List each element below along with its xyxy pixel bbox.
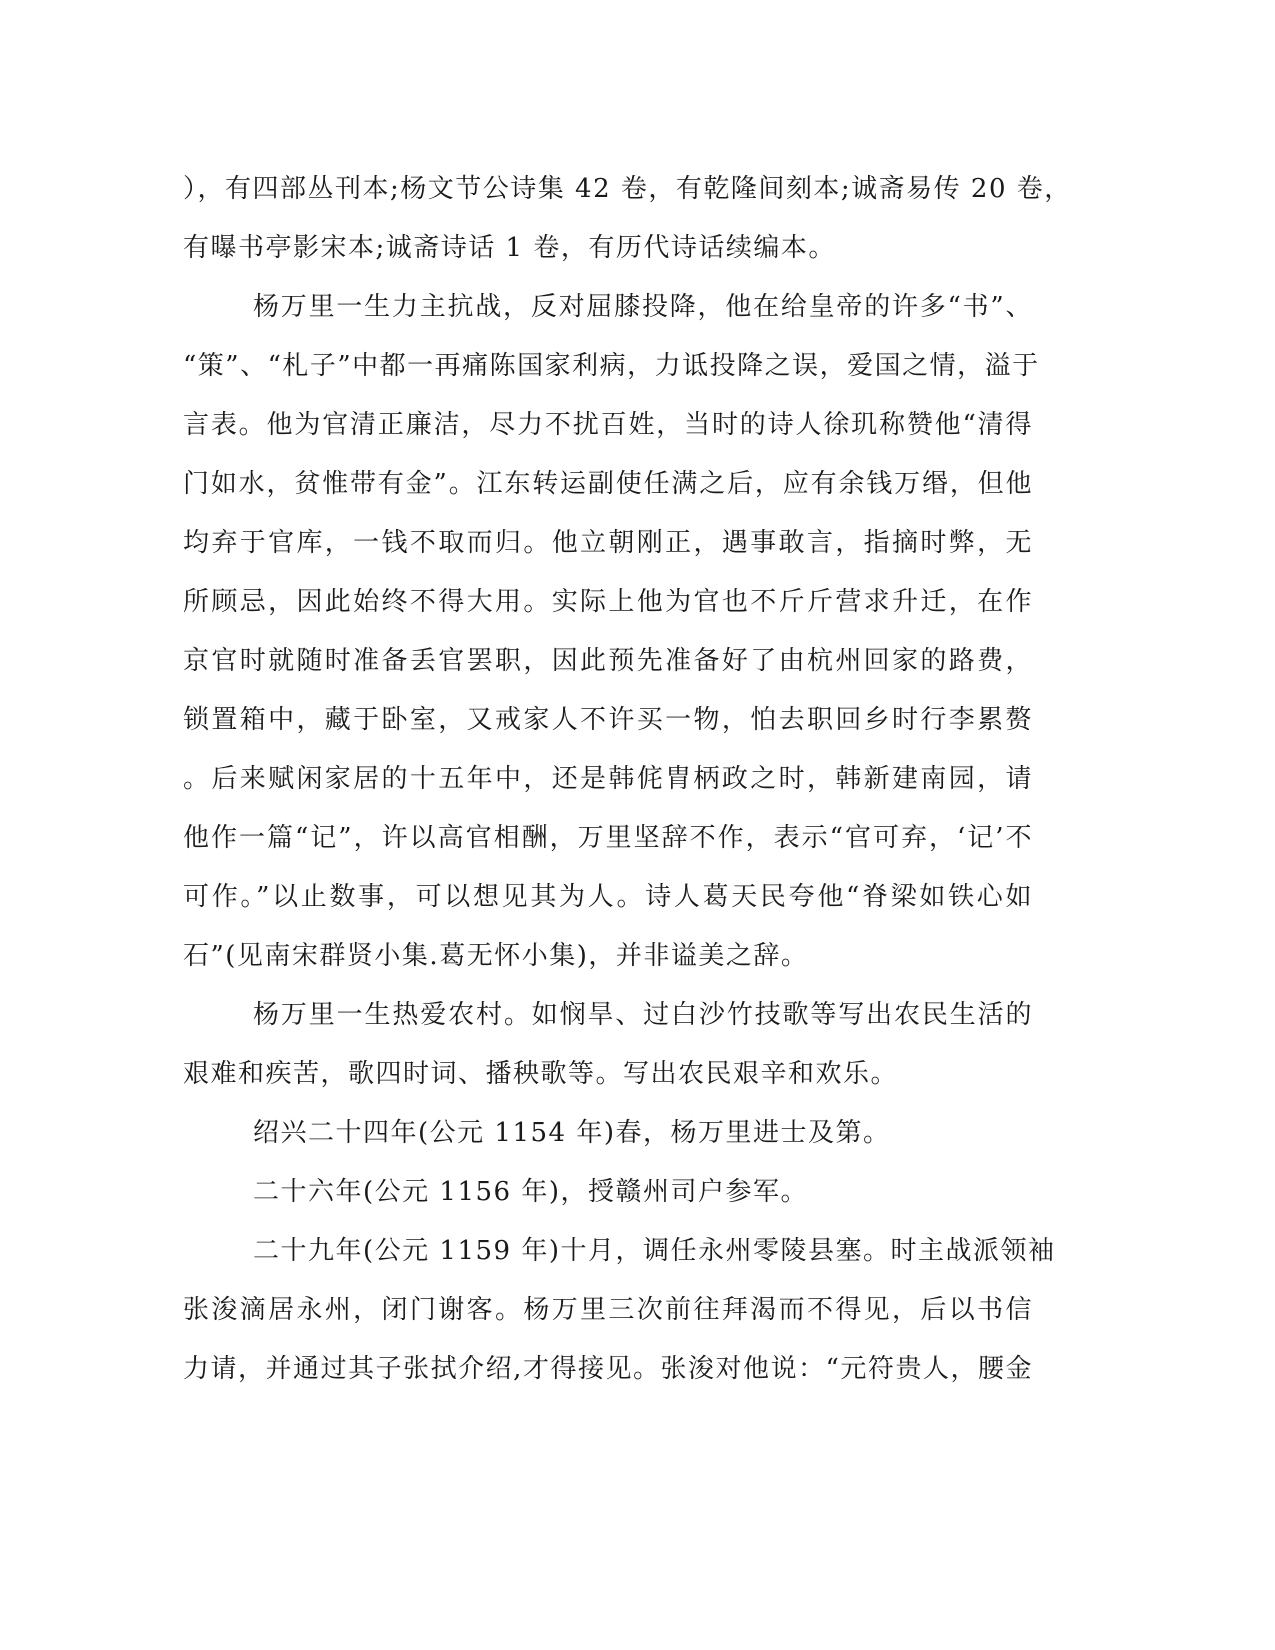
text-line: 石”(见南宋群贤小集.葛无怀小集)，并非谥美之辞。: [183, 941, 809, 971]
text-line: 杨万里一生力主抗战，反对屈膝投降，他在给皇帝的许多“书”、: [253, 292, 1033, 322]
text-line: 锁置箱中，藏于卧室，又戒家人不许买一物，怕去职回乡时行李累赘: [183, 705, 1033, 735]
text-line: “策”、“札子”中都一再痛陈国家利病，力诋投降之误，爱国之情，溢于: [183, 351, 1040, 381]
text-line: 绍兴二十四年(公元 1154 年)春，杨万里进士及第。: [253, 1118, 891, 1148]
text-line: 有曝书亭影宋本;诚斋诗话 1 卷，有历代诗话续编本。: [183, 233, 836, 263]
text-line: 所顾忌，因此始终不得大用。实际上他为官也不斤斤营求升迁，在作: [183, 587, 1033, 617]
text-line: ），有四部丛刊本;杨文节公诗集 42 卷，有乾隆间刻本;诚斋易传 20 卷，: [183, 174, 1072, 204]
document-body: [183, 160, 1072, 1399]
text-line: 力请，并通过其子张拭介绍,才得接见。张浚对他说：“元符贵人，腰金: [183, 1354, 1033, 1384]
text-line: 言表。他为官清正廉洁，尽力不扰百姓，当时的诗人徐玑称赞他“清得: [183, 410, 1033, 440]
text-line: 二十六年(公元 1156 年)，授赣州司户参军。: [253, 1177, 808, 1207]
text-line: 艰难和疾苦，歌四时词、播秧歌等。写出农民艰辛和欢乐。: [183, 1059, 899, 1089]
text-line: 京官时就随时准备丢官罢职，因此预先准备好了由杭州回家的路费，: [183, 646, 1033, 676]
text-line: 门如水，贫惟带有金”。江东转运副使任满之后，应有余钱万缗，但他: [183, 469, 1033, 499]
text-line: 可作。”以止数事，可以想见其为人。诗人葛天民夸他“脊梁如铁心如: [183, 882, 1033, 912]
text-line: 二十九年(公元 1159 年)十月，调任永州零陵县塞。时主战派领袖: [253, 1236, 1056, 1266]
text-line: 均弃于官库，一钱不取而归。他立朝刚正，遇事敢言，指摘时弊，无: [183, 528, 1033, 558]
text-line: 。后来赋闲家居的十五年中，还是韩侂胄柄政之时，韩新建南园，请: [183, 764, 1033, 794]
text-line: 杨万里一生热爱农村。如悯旱、过白沙竹技歌等写出农民生活的: [253, 1000, 1033, 1030]
text-line: 他作一篇“记”，许以高官相酬，万里坚辞不作，表示“官可弃，‘记’不: [183, 823, 1033, 853]
text-line: 张浚滴居永州，闭门谢客。杨万里三次前往拜渴而不得见，后以书信: [183, 1295, 1033, 1325]
